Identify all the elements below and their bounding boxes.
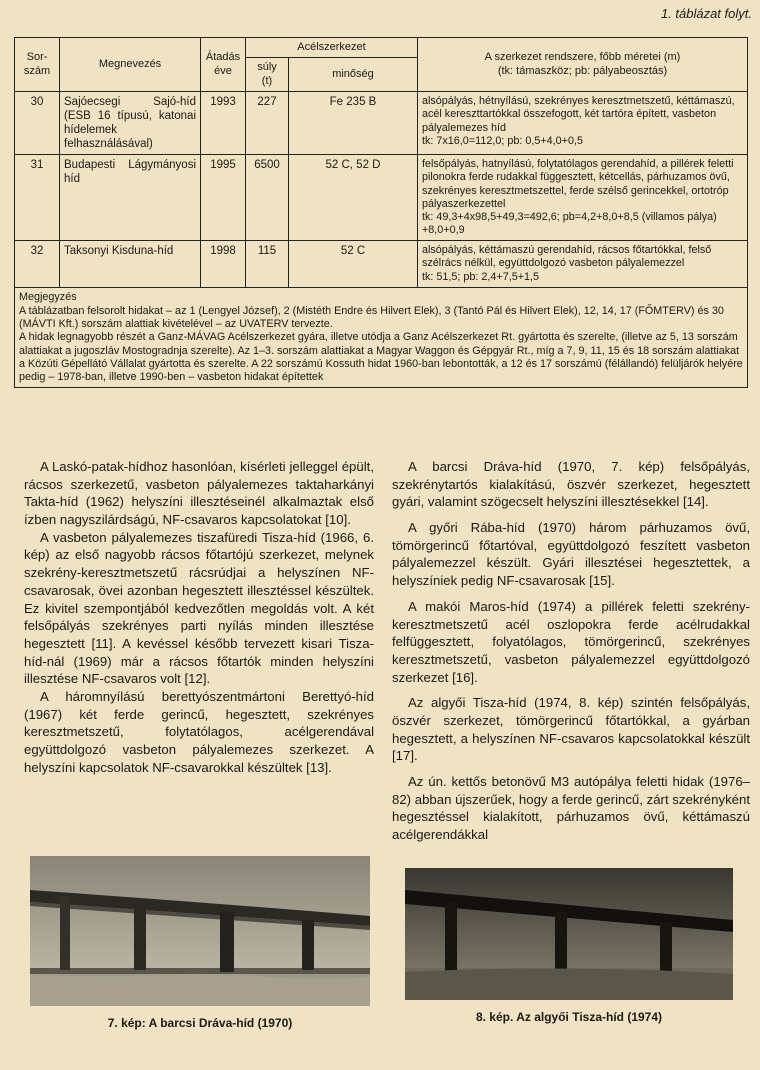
paragraph: A vasbeton pályalemezes tiszafüredi Tisza-híd (1966, 6. kép) az első nagyobb rácsos főtartójú szerkezet, melynek szekrény-keresztmetszetű rácsrúdjai a helyszínen NF-csavarosak, övei azonban hegesztett illesztéssel készültek. Ez kivitel szempontjából kedvezőtlen megoldás volt. A két felsőpályás szekrényes parti nyílás minden illesztése hegesztett [11]. A kevéssel később tervezett kisari Tisza-híd-nál (1969) már a rácsos főtartók minden helyszíni illesztése NF-csavaros volt [12]. [24, 529, 374, 687]
row-num: 31 [15, 155, 60, 241]
paragraph: A háromnyílású berettyószentmártoni Berettyó-híd (1967) két ferde gerincű, hegesztett, szekrényes keresztmetszetű, folytatólagos, acélgerendával együttdolgozó vasbeton pályalemezes szerkezet. A helyszíni kapcsolatok NF-csavarokkal készültek [13]. [24, 688, 374, 775]
header-num: Sor- szám [15, 38, 60, 92]
row-year: 1995 [201, 155, 246, 241]
header-grade: minőség [289, 58, 418, 92]
row-weight: 115 [246, 241, 289, 288]
row-grade: 52 C, 52 D [289, 155, 418, 241]
note-line: A hidak legnagyobb részét a Ganz-MÁVAG Acélszerkezet gyára, illetve utódja a Ganz Acélszerkezet Rt. gyártotta és szerelte, (illetve az 5, 13 sorszám alattiakat a jugoszláv Mostogradnja szerelte). Az 1–3. sorszám alattiakat a Magyar Waggon és Gépgyár Rt., míg a 7, 9, 11, 15 és 18 sorszám alattiakat a Közúti Gépellátó Vállalat gyártotta és szerelte. A 22 sorszámú Kossuth hidat 1960-ban lebontották, a 12 és 17 sorszámú (félállandó) felüljárók helyére pedig – 1978-ban, illetve 1990-ben – vasbeton hidakat építettek [19, 331, 743, 383]
row-name: Sajóecsegi Sajó-híd (ESB 16 típusú, katonai hídelemek felhasználásával) [60, 92, 201, 155]
table-row [15, 155, 748, 241]
header-steel: Acélszerkezet [246, 38, 418, 58]
paragraph: A barcsi Dráva-híd (1970, 7. kép) felsőpályás, szekrénytartós kialakítású, öszvér szerkezet, hegesztett gyári, valamint szögecselt helyszíni illesztésekkel [14]. [392, 459, 750, 510]
header-name: Megnevezés [60, 38, 201, 92]
header-year: Átadás éve [201, 38, 246, 92]
row-desc: alsópályás, kéttámaszú gerendahíd, rácsos főtartókkal, felső szélrács nélkül, együttdolgozó vasbeton pályalemezzel tk: 51,5; pb: 2,4+7,5+1,5 [418, 241, 748, 288]
photo-caption: 7. kép: A barcsi Dráva-híd (1970) [107, 1016, 293, 1030]
right-column-text [392, 458, 750, 844]
note-line: A táblázatban felsorolt hidakat – az 1 (Lengyel József), 2 (Mistéth Endre és Hilvert Elek), 3 (Tantó Pál és Hilvert Elek), 12, 14, 17 (FŐMTERV) és 30 (MÁVTI Kft.) sorszám alattiak kivételével – az UVATERV tervezte. [19, 305, 724, 331]
row-desc: alsópályás, hétnyílású, szekrényes keresztmetszetű, kéttámaszú, acél kereszttartókkal összefogott, két tartóra épített, vasbeton pályalemezes híd tk: 7x16,0=112,0; pb: 0,5+4,0+0,5 [418, 92, 748, 155]
note-heading: Megjegyzés [19, 290, 77, 303]
header-weight: súly (t) [246, 58, 289, 92]
paragraph: Az algyői Tisza-híd (1974, 8. kép) szintén felsőpályás, öszvér szerkezet, tömörgerincű főtartókkal, a gyárban hegesztett, a helyszínen NF-csavaros kapcsolatokkal készült [17]. [392, 695, 750, 764]
bridge-table [14, 37, 748, 388]
row-num: 30 [15, 92, 60, 155]
photo-caption: 8. kép. Az algyői Tisza-híd (1974) [475, 1010, 663, 1024]
row-desc: felsőpályás, hatnyílású, folytatólagos gerendahíd, a pillérek feletti pilonokra ferde rudakkal függesztett, kétcellás, párhuzamos övű, szekrényes keresztmetszettel, ferde szélső gerincekkel, ortotróp pályaszerkezettel tk: 49,3+4x98,5+49,3=492,6; pb=4,2+8,0+8,5 (villamos pálya) +8,0+0,9 [418, 155, 748, 241]
photo-algyo-tisza-bridge [405, 868, 733, 1000]
paragraph: A Laskó-patak-hídhoz hasonlóan, kísérleti jelleggel épült, rácsos szerkezetű, vasbeton pályalemezes taktaharkányi Takta-híd (1962) helyszíni illesztéseinél alkalmaztak első ízben nagyszilárdságú, NF-csavaros kapcsolatokat [10]. [24, 459, 374, 528]
paragraph: Az ún. kettős betonövű M3 autópálya feletti hidak (1976–82) abban újszerűek, hogy a ferde gerincű, zárt szekrényként hegesztéssel kialakított, párhuzamos övű, kéttámaszú acélgerendákkal [392, 774, 750, 843]
table-row [15, 241, 748, 288]
table-note-row [15, 287, 748, 387]
left-column-text [24, 458, 374, 776]
row-grade: 52 C [289, 241, 418, 288]
row-weight: 6500 [246, 155, 289, 241]
row-weight: 227 [246, 92, 289, 155]
row-grade: Fe 235 B [289, 92, 418, 155]
row-year: 1993 [201, 92, 246, 155]
row-name: Budapesti Lágymányosi híd [60, 155, 201, 241]
table-row [15, 92, 748, 155]
paragraph: A győri Rába-híd (1970) három párhuzamos övű, tömörgerincű főtartóval, együttdolgozó feszített vasbeton pályalemezzel készült. Gyári illesztései hegesztettek, a helyszíniek pedig NF-csavarosak [15]. [392, 520, 750, 589]
row-name: Taksonyi Kisduna-híd [60, 241, 201, 288]
table-note [15, 287, 748, 387]
row-num: 32 [15, 241, 60, 288]
photo-barcs-drava-bridge [30, 856, 370, 1006]
header-desc: A szerkezet rendszere, főbb méretei (m) (tk: támaszköz; pb: pályabeosztás) [418, 38, 748, 92]
paragraph: A makói Maros-híd (1974) a pillérek feletti szekrény-keresztmetszetű acél oszlopokra ferde acélrudakkal felfüggesztett, folyatólagos, tömörgerincű, szekrényes keresztmetszetű, vasbeton pályalemezzel együttdolgozó szerkezet [16]. [392, 598, 750, 685]
table-continued-label: 1. táblázat folyt. [660, 6, 752, 21]
row-year: 1998 [201, 241, 246, 288]
